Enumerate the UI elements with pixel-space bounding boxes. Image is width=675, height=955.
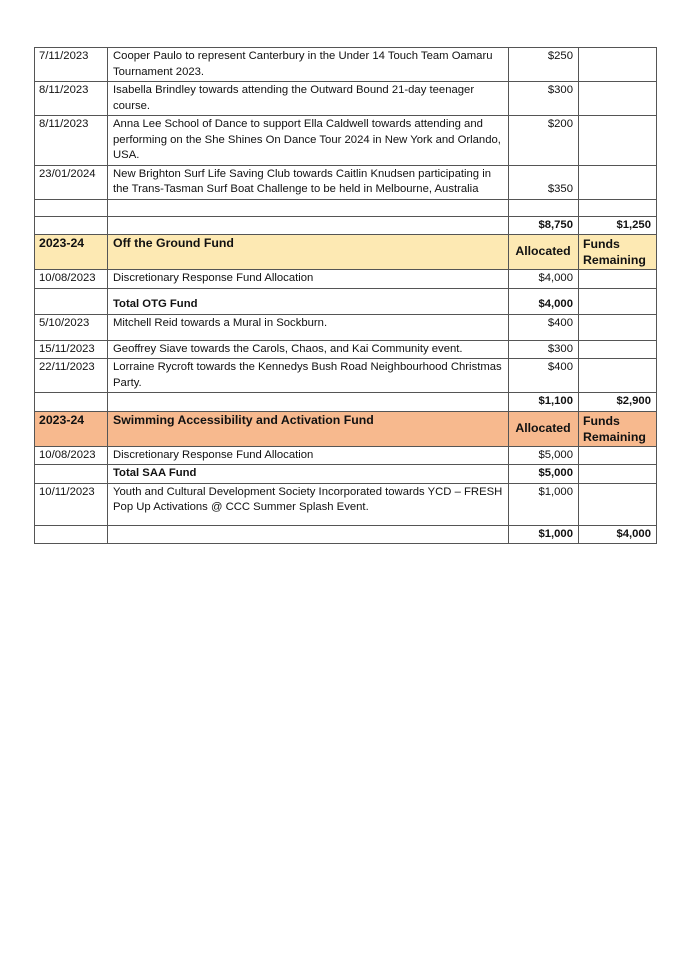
row-amount: $200 [509, 116, 579, 166]
saa-sum-remaining: $4,000 [579, 525, 657, 544]
row-amount: $1,000 [509, 483, 579, 525]
row-amount: $350 [509, 165, 579, 199]
otg-title: Off the Ground Fund [108, 235, 509, 270]
table-row [35, 483, 657, 525]
saa-sum-row [35, 525, 657, 544]
row-date: 8/11/2023 [35, 116, 108, 166]
table-row [35, 82, 657, 116]
row-date: 5/10/2023 [35, 314, 108, 340]
table-row [35, 48, 657, 82]
row-description: Discretionary Response Fund Allocation [108, 270, 509, 289]
section-total-row [35, 216, 657, 235]
row-date: 15/11/2023 [35, 340, 108, 359]
saa-total-label: Total SAA Fund [108, 465, 509, 484]
row-amount: $300 [509, 340, 579, 359]
table-row [35, 359, 657, 393]
otg-allocated-heading: Allocated [509, 235, 579, 270]
row-amount: $5,000 [509, 446, 579, 465]
row-description: Anna Lee School of Dance to support Ella Caldwell towards attending and performing on the She Shines On Dance Tour 2024 in New York and Orlando, USA. [108, 116, 509, 166]
row-description: New Brighton Surf Life Saving Club towards Caitlin Knudsen participating in the Trans-Tasman Surf Boat Challenge to be held in Melbourne, Australia [108, 165, 509, 199]
saa-total-row [35, 465, 657, 484]
saa-header-row [35, 411, 657, 446]
row-date: 10/08/2023 [35, 446, 108, 465]
table-row [35, 340, 657, 359]
spacer-row [35, 199, 657, 216]
row-amount: $250 [509, 48, 579, 82]
section-total-remaining: $1,250 [579, 216, 657, 235]
saa-title: Swimming Accessibility and Activation Fund [108, 411, 509, 446]
row-date: 23/01/2024 [35, 165, 108, 199]
row-remaining [579, 116, 657, 166]
saa-allocation-row [35, 446, 657, 465]
saa-funds-remaining-heading: Funds Remaining [579, 411, 657, 446]
row-description: Discretionary Response Fund Allocation [108, 446, 509, 465]
saa-allocated-heading: Allocated [509, 411, 579, 446]
table-row [35, 314, 657, 340]
saa-total-amount: $5,000 [509, 465, 579, 484]
row-remaining [579, 82, 657, 116]
row-amount: $4,000 [509, 270, 579, 289]
table-row [35, 116, 657, 166]
saa-year: 2023-24 [35, 411, 108, 446]
section-total-amount: $8,750 [509, 216, 579, 235]
row-amount: $300 [509, 82, 579, 116]
otg-year: 2023-24 [35, 235, 108, 270]
row-amount: $400 [509, 359, 579, 393]
row-description: Isabella Brindley towards attending the Outward Bound 21-day teenager course. [108, 82, 509, 116]
row-amount: $400 [509, 314, 579, 340]
row-description: Cooper Paulo to represent Canterbury in the Under 14 Touch Team Oamaru Tournament 2023. [108, 48, 509, 82]
row-date: 7/11/2023 [35, 48, 108, 82]
row-remaining [579, 165, 657, 199]
row-description: Mitchell Reid towards a Mural in Sockburn. [108, 314, 509, 340]
row-date: 8/11/2023 [35, 82, 108, 116]
otg-header-row [35, 235, 657, 270]
row-description: Geoffrey Siave towards the Carols, Chaos, and Kai Community event. [108, 340, 509, 359]
otg-allocation-row [35, 270, 657, 289]
otg-total-label: Total OTG Fund [108, 288, 509, 314]
saa-sum-amount: $1,000 [509, 525, 579, 544]
row-description: Youth and Cultural Development Society Incorporated towards YCD – FRESH Pop Up Activations @ CCC Summer Splash Event. [108, 483, 509, 525]
row-date: 10/08/2023 [35, 270, 108, 289]
discretionary-fund-table [34, 47, 657, 544]
row-remaining [579, 48, 657, 82]
row-date: 22/11/2023 [35, 359, 108, 393]
otg-funds-remaining-heading: Funds Remaining [579, 235, 657, 270]
otg-sum-amount: $1,100 [509, 393, 579, 412]
table-row [35, 165, 657, 199]
otg-sum-remaining: $2,900 [579, 393, 657, 412]
otg-total-amount: $4,000 [509, 288, 579, 314]
row-description: Lorraine Rycroft towards the Kennedys Bush Road Neighbourhood Christmas Party. [108, 359, 509, 393]
otg-sum-row [35, 393, 657, 412]
row-date: 10/11/2023 [35, 483, 108, 525]
otg-total-row [35, 288, 657, 314]
